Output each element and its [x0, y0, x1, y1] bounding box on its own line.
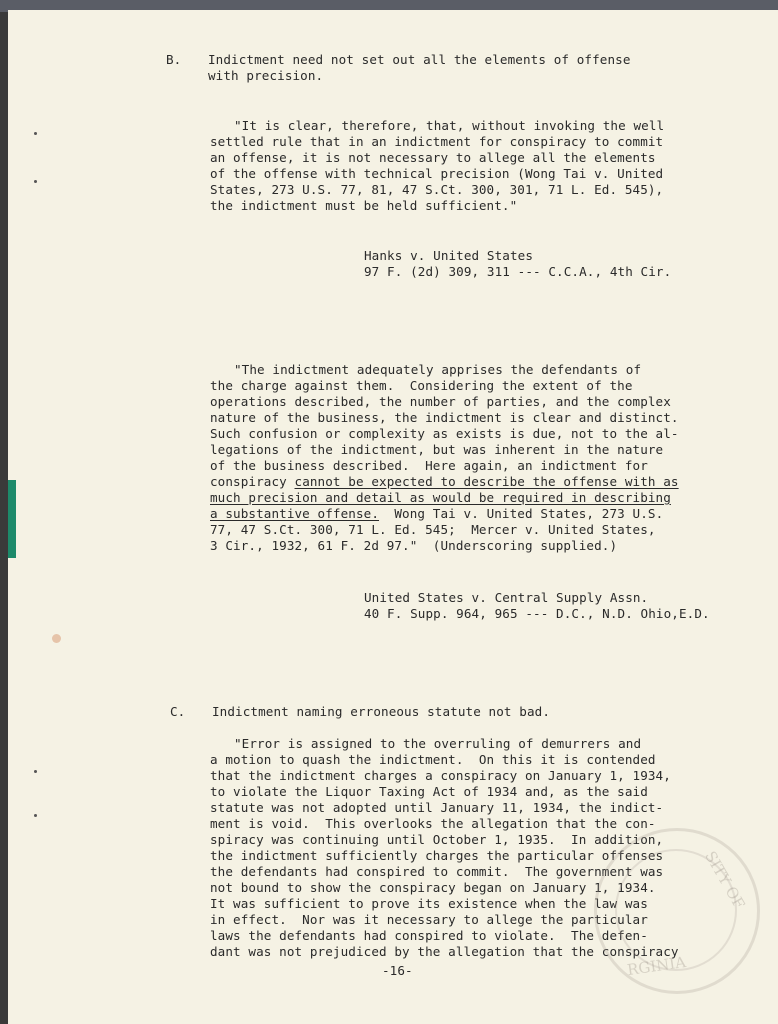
paper-stain	[52, 634, 61, 643]
underscored-text: cannot be expected to describe the offense with as	[294, 474, 679, 489]
quote1-line: the indictment must be held sufficient."	[210, 198, 518, 213]
document-page	[8, 10, 778, 1024]
section-b-heading-line: with precision.	[208, 68, 324, 83]
quote3-line: "Error is assigned to the overruling of demurrers and	[234, 736, 642, 751]
quote3-line: laws the defendants had conspired to violate. The defen-	[210, 928, 648, 943]
citation1-line: Hanks v. United States	[364, 248, 534, 263]
underscored-text: much precision and detail as would be required in describing	[210, 490, 671, 505]
margin-dot	[34, 180, 37, 183]
quote2-line-underscored	[210, 474, 679, 490]
university-seal-watermark	[594, 828, 760, 994]
quote2-line: "The indictment adequately apprises the defendants of	[234, 362, 642, 377]
citation2-line: 40 F. Supp. 964, 965 --- D.C., N.D. Ohio,E.D.	[364, 606, 710, 621]
quote3-line: to violate the Liquor Taxing Act of 1934 and, as the said	[210, 784, 648, 799]
quote1-line: "It is clear, therefore, that, without invoking the well	[234, 118, 665, 133]
quote2-line: legations of the indictment, but was inherent in the nature	[210, 442, 664, 457]
margin-dot	[34, 770, 37, 773]
quote2-line-underscored	[210, 506, 663, 522]
quote1-line: settled rule that in an indictment for conspiracy to commit	[210, 134, 664, 149]
quote3-line: the indictment sufficiently charges the particular offenses	[210, 848, 664, 863]
section-c-heading: Indictment naming erroneous statute not bad.	[212, 704, 551, 719]
margin-dot	[34, 814, 37, 817]
quote3-line: that the indictment charges a conspiracy on January 1, 1934,	[210, 768, 671, 783]
quote1-line: of the offense with technical precision (Wong Tai v. United	[210, 166, 664, 181]
citation2-line: United States v. Central Supply Assn.	[364, 590, 649, 605]
quote2-text: conspiracy	[210, 474, 295, 489]
quote3-line: the defendants had conspired to commit. The government was	[210, 864, 664, 879]
page-number: -16-	[382, 963, 413, 978]
quote3-line: statute was not adopted until January 11, 1934, the indict-	[210, 800, 664, 815]
quote3-line: a motion to quash the indictment. On this it is contended	[210, 752, 656, 767]
quote2-line: Such confusion or complexity as exists is due, not to the al-	[210, 426, 679, 441]
quote3-line: dant was not prejudiced by the allegation that the conspiracy	[210, 944, 679, 959]
quote1-line: an offense, it is not necessary to allege all the elements	[210, 150, 656, 165]
binder-tab	[8, 480, 16, 558]
margin-dot	[34, 132, 37, 135]
quote1-line: States, 273 U.S. 77, 81, 47 S.Ct. 300, 301, 71 L. Ed. 545),	[210, 182, 664, 197]
seal-text-bottom: RGINIA	[626, 952, 688, 980]
quote3-line: ment is void. This overlooks the allegation that the con-	[210, 816, 656, 831]
quote3-line: It was sufficient to prove its existence when the law was	[210, 896, 648, 911]
quote2-line: 3 Cir., 1932, 61 F. 2d 97." (Underscoring supplied.)	[210, 538, 618, 553]
quote2-line-underscored	[210, 490, 671, 506]
quote2-text: Wong Tai v. United States, 273 U.S.	[379, 506, 664, 521]
quote3-line: in effect. Nor was it necessary to allege the particular	[210, 912, 648, 927]
quote2-line: 77, 47 S.Ct. 300, 71 L. Ed. 545; Mercer v. United States,	[210, 522, 656, 537]
quote2-line: of the business described. Here again, an indictment for	[210, 458, 648, 473]
quote3-line: spiracy was continuing until October 1, 1935. In addition,	[210, 832, 664, 847]
quote3-line: not bound to show the conspiracy began on January 1, 1934.	[210, 880, 656, 895]
seal-text-right: SITY OF	[701, 847, 749, 913]
section-b-label: B.	[166, 52, 182, 67]
quote2-line: nature of the business, the indictment is clear and distinct.	[210, 410, 679, 425]
quote2-line: the charge against them. Considering the extent of the	[210, 378, 633, 393]
quote2-line: operations described, the number of parties, and the complex	[210, 394, 671, 409]
underscored-text: a substantive offense.	[210, 506, 380, 521]
section-b-heading-line: Indictment need not set out all the elements of offense	[208, 52, 631, 67]
citation1-line: 97 F. (2d) 309, 311 --- C.C.A., 4th Cir.	[364, 264, 672, 279]
section-c-label: C.	[170, 704, 186, 719]
